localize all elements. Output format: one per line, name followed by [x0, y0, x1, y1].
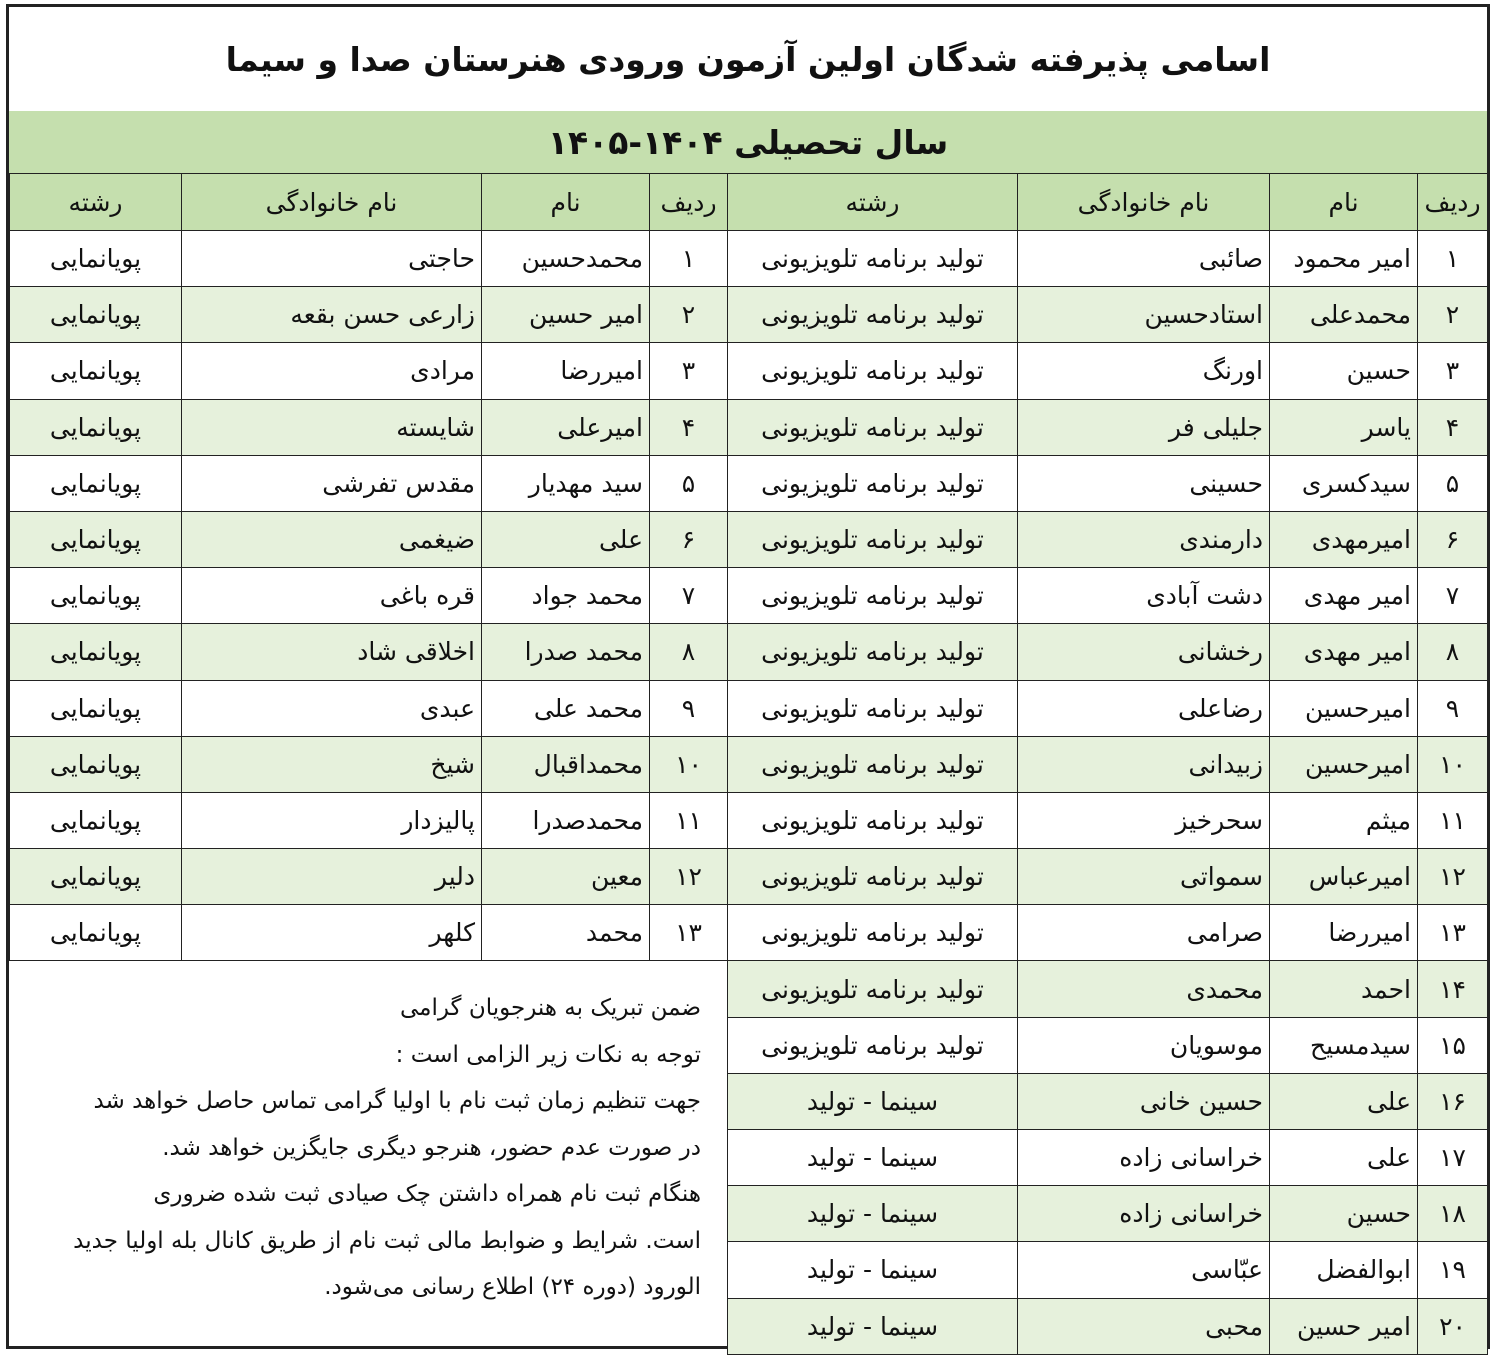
student-family-name: کلهر	[182, 905, 482, 961]
table-row	[10, 905, 728, 961]
table-row	[728, 343, 1488, 399]
student-major: تولید برنامه تلویزیونی	[728, 568, 1018, 624]
student-major: پویانمایی	[10, 511, 182, 567]
student-family-name: دلیر	[182, 849, 482, 905]
row-number: ۱۱	[1418, 792, 1488, 848]
header-family: نام خانوادگی	[182, 174, 482, 231]
student-major: سینما - تولید	[728, 1073, 1018, 1129]
student-major: تولید برنامه تلویزیونی	[728, 624, 1018, 680]
student-name: امیررضا	[1270, 905, 1418, 961]
student-family-name: شایسته	[182, 399, 482, 455]
row-number: ۱۲	[650, 849, 728, 905]
student-name: معین	[482, 849, 650, 905]
student-name: علی	[482, 511, 650, 567]
row-number: ۱	[650, 231, 728, 287]
student-major: پویانمایی	[10, 680, 182, 736]
table-row	[728, 568, 1488, 624]
student-name: علی	[1270, 1073, 1418, 1129]
student-name: محمد علی	[482, 680, 650, 736]
student-family-name: استادحسین	[1018, 287, 1270, 343]
row-number: ۱۷	[1418, 1130, 1488, 1186]
student-major: پویانمایی	[10, 343, 182, 399]
student-major: پویانمایی	[10, 455, 182, 511]
student-major: سینما - تولید	[728, 1186, 1018, 1242]
table-row	[10, 680, 728, 736]
note-line: ضمن تبریک به هنرجویان گرامی	[399, 995, 701, 1021]
student-name: محمدحسین	[482, 231, 650, 287]
student-major: پویانمایی	[10, 231, 182, 287]
header-radif: ردیف	[650, 174, 728, 231]
row-number: ۱۴	[1418, 961, 1488, 1017]
student-name: علی	[1270, 1130, 1418, 1186]
student-name: امیرعباس	[1270, 849, 1418, 905]
note-line: الورود (دوره ۲۴) اطلاع رسانی می‌شود.	[324, 1274, 701, 1300]
row-number: ۱۵	[1418, 1017, 1488, 1073]
header-name: نام	[1270, 174, 1418, 231]
row-number: ۱	[1418, 231, 1488, 287]
student-family-name: اخلاقی شاد	[182, 624, 482, 680]
notes-section	[9, 957, 727, 1349]
student-family-name: صرامی	[1018, 905, 1270, 961]
student-name: احمد	[1270, 961, 1418, 1017]
student-major: پویانمایی	[10, 736, 182, 792]
student-major: تولید برنامه تلویزیونی	[728, 231, 1018, 287]
table-row	[10, 455, 728, 511]
table-row	[728, 849, 1488, 905]
table-row	[10, 736, 728, 792]
header-major: رشته	[728, 174, 1018, 231]
row-number: ۹	[650, 680, 728, 736]
student-name: یاسر	[1270, 399, 1418, 455]
note-line: در صورت عدم حضور، هنرجو دیگری جایگزین خواهد شد.	[162, 1134, 701, 1161]
row-number: ۴	[650, 399, 728, 455]
student-family-name: پالیزدار	[182, 792, 482, 848]
student-name: محمدعلی	[1270, 287, 1418, 343]
table-row	[728, 511, 1488, 567]
table-row	[728, 792, 1488, 848]
student-name: امیرحسین	[1270, 680, 1418, 736]
table-row	[728, 905, 1488, 961]
student-major: پویانمایی	[10, 792, 182, 848]
student-family-name: رخشانی	[1018, 624, 1270, 680]
row-number: ۱۳	[650, 905, 728, 961]
table-row	[728, 287, 1488, 343]
student-name: حسین	[1270, 343, 1418, 399]
student-major: تولید برنامه تلویزیونی	[728, 792, 1018, 848]
header-radif: ردیف	[1418, 174, 1488, 231]
row-number: ۹	[1418, 680, 1488, 736]
student-name: امیر مهدی	[1270, 568, 1418, 624]
row-number: ۵	[650, 455, 728, 511]
student-name: محمد	[482, 905, 650, 961]
table-row	[10, 231, 728, 287]
student-name: میثم	[1270, 792, 1418, 848]
student-family-name: خراسانی زاده	[1018, 1186, 1270, 1242]
table-row	[10, 399, 728, 455]
student-family-name: جلیلی فر	[1018, 399, 1270, 455]
table-row	[10, 624, 728, 680]
table-row	[10, 287, 728, 343]
student-name: امیر محمود	[1270, 231, 1418, 287]
student-name: سید مهدیار	[482, 455, 650, 511]
header-major: رشته	[10, 174, 182, 231]
student-major: تولید برنامه تلویزیونی	[728, 849, 1018, 905]
note-line: توجه به نکات زیر الزامی است :	[395, 1041, 701, 1068]
table-header-row	[10, 174, 728, 231]
student-name: سیدکسری	[1270, 455, 1418, 511]
student-major: تولید برنامه تلویزیونی	[728, 511, 1018, 567]
right-students-table	[727, 173, 1488, 1355]
student-major: تولید برنامه تلویزیونی	[728, 961, 1018, 1017]
academic-year-band	[9, 111, 1487, 175]
note-line: هنگام ثبت نام همراه داشتن چک صیادی ثبت شده ضروری	[153, 1181, 701, 1207]
student-name: امیرمهدی	[1270, 511, 1418, 567]
student-name: امیر حسین	[1270, 1298, 1418, 1354]
student-major: تولید برنامه تلویزیونی	[728, 399, 1018, 455]
table-row	[10, 792, 728, 848]
student-family-name: اورنگ	[1018, 343, 1270, 399]
student-major: تولید برنامه تلویزیونی	[728, 905, 1018, 961]
student-family-name: مقدس تفرشی	[182, 455, 482, 511]
student-major: پویانمایی	[10, 399, 182, 455]
table-row	[728, 736, 1488, 792]
row-number: ۱۰	[1418, 736, 1488, 792]
academic-year: سال تحصیلی ۱۴۰۴-۱۴۰۵	[547, 122, 949, 162]
student-family-name: محمدی	[1018, 961, 1270, 1017]
student-major: پویانمایی	[10, 287, 182, 343]
student-major: پویانمایی	[10, 905, 182, 961]
student-name: امیررضا	[482, 343, 650, 399]
student-major: تولید برنامه تلویزیونی	[728, 455, 1018, 511]
student-family-name: حسینی	[1018, 455, 1270, 511]
table-row	[728, 624, 1488, 680]
student-family-name: ضیغمی	[182, 511, 482, 567]
student-name: محمداقبال	[482, 736, 650, 792]
student-major: تولید برنامه تلویزیونی	[728, 287, 1018, 343]
student-family-name: صائبی	[1018, 231, 1270, 287]
student-major: تولید برنامه تلویزیونی	[728, 343, 1018, 399]
row-number: ۱۲	[1418, 849, 1488, 905]
student-major: پویانمایی	[10, 624, 182, 680]
row-number: ۲	[1418, 287, 1488, 343]
row-number: ۵	[1418, 455, 1488, 511]
row-number: ۶	[650, 511, 728, 567]
note-line: است. شرایط و ضوابط مالی ثبت نام از طریق کانال بله اولیا جدید	[73, 1227, 701, 1254]
student-major: تولید برنامه تلویزیونی	[728, 736, 1018, 792]
student-family-name: زبیدانی	[1018, 736, 1270, 792]
student-family-name: دشت آبادی	[1018, 568, 1270, 624]
student-family-name: موسویان	[1018, 1017, 1270, 1073]
row-number: ۳	[650, 343, 728, 399]
title-band	[9, 7, 1487, 113]
student-name: امیرحسین	[1270, 736, 1418, 792]
table-row	[728, 455, 1488, 511]
student-family-name: مرادی	[182, 343, 482, 399]
header-family: نام خانوادگی	[1018, 174, 1270, 231]
student-name: محمدصدرا	[482, 792, 650, 848]
student-family-name: دارمندی	[1018, 511, 1270, 567]
student-major: سینما - تولید	[728, 1130, 1018, 1186]
table-header-row	[728, 174, 1488, 231]
row-number: ۱۱	[650, 792, 728, 848]
row-number: ۴	[1418, 399, 1488, 455]
student-major: سینما - تولید	[728, 1242, 1018, 1298]
table-row	[728, 231, 1488, 287]
student-major: پویانمایی	[10, 849, 182, 905]
table-row	[728, 1017, 1488, 1073]
table-row	[728, 1130, 1488, 1186]
row-number: ۱۹	[1418, 1242, 1488, 1298]
table-row	[728, 1242, 1488, 1298]
student-name: امیر حسین	[482, 287, 650, 343]
table-row	[728, 680, 1488, 736]
student-family-name: سمواتی	[1018, 849, 1270, 905]
acceptance-list-sheet	[6, 4, 1490, 1349]
row-number: ۲۰	[1418, 1298, 1488, 1354]
row-number: ۱۸	[1418, 1186, 1488, 1242]
row-number: ۶	[1418, 511, 1488, 567]
left-students-table	[9, 173, 728, 961]
table-row	[728, 961, 1488, 1017]
student-name: امیر مهدی	[1270, 624, 1418, 680]
row-number: ۱۰	[650, 736, 728, 792]
table-row	[10, 343, 728, 399]
table-row	[728, 1298, 1488, 1354]
table-row	[728, 1073, 1488, 1129]
student-family-name: حاجتی	[182, 231, 482, 287]
row-number: ۱۳	[1418, 905, 1488, 961]
student-major: تولید برنامه تلویزیونی	[728, 1017, 1018, 1073]
row-number: ۳	[1418, 343, 1488, 399]
student-family-name: زارعی حسن بقعه	[182, 287, 482, 343]
student-name: محمد جواد	[482, 568, 650, 624]
student-family-name: حسین خانی	[1018, 1073, 1270, 1129]
student-name: حسین	[1270, 1186, 1418, 1242]
student-name: محمد صدرا	[482, 624, 650, 680]
student-family-name: عبّاسی	[1018, 1242, 1270, 1298]
student-family-name: شیخ	[182, 736, 482, 792]
student-family-name: محبی	[1018, 1298, 1270, 1354]
header-name: نام	[482, 174, 650, 231]
row-number: ۱۶	[1418, 1073, 1488, 1129]
student-family-name: رضاعلی	[1018, 680, 1270, 736]
row-number: ۷	[650, 568, 728, 624]
note-line: جهت تنظیم زمان ثبت نام با اولیا گرامی تماس حاصل خواهد شد	[93, 1088, 701, 1114]
row-number: ۲	[650, 287, 728, 343]
student-name: سیدمسیح	[1270, 1017, 1418, 1073]
student-name: ابوالفضل	[1270, 1242, 1418, 1298]
row-number: ۸	[1418, 624, 1488, 680]
student-major: پویانمایی	[10, 568, 182, 624]
row-number: ۸	[650, 624, 728, 680]
table-row	[10, 511, 728, 567]
table-row	[10, 849, 728, 905]
page-title: اسامی پذیرفته شدگان اولین آزمون ورودی هنرستان صدا و سیما	[225, 39, 1271, 79]
table-row	[10, 568, 728, 624]
student-major: تولید برنامه تلویزیونی	[728, 680, 1018, 736]
student-family-name: قره باغی	[182, 568, 482, 624]
table-row	[728, 399, 1488, 455]
student-family-name: عبدی	[182, 680, 482, 736]
student-family-name: خراسانی زاده	[1018, 1130, 1270, 1186]
row-number: ۷	[1418, 568, 1488, 624]
student-major: سینما - تولید	[728, 1298, 1018, 1354]
table-row	[728, 1186, 1488, 1242]
student-name: امیرعلی	[482, 399, 650, 455]
student-family-name: سحرخیز	[1018, 792, 1270, 848]
